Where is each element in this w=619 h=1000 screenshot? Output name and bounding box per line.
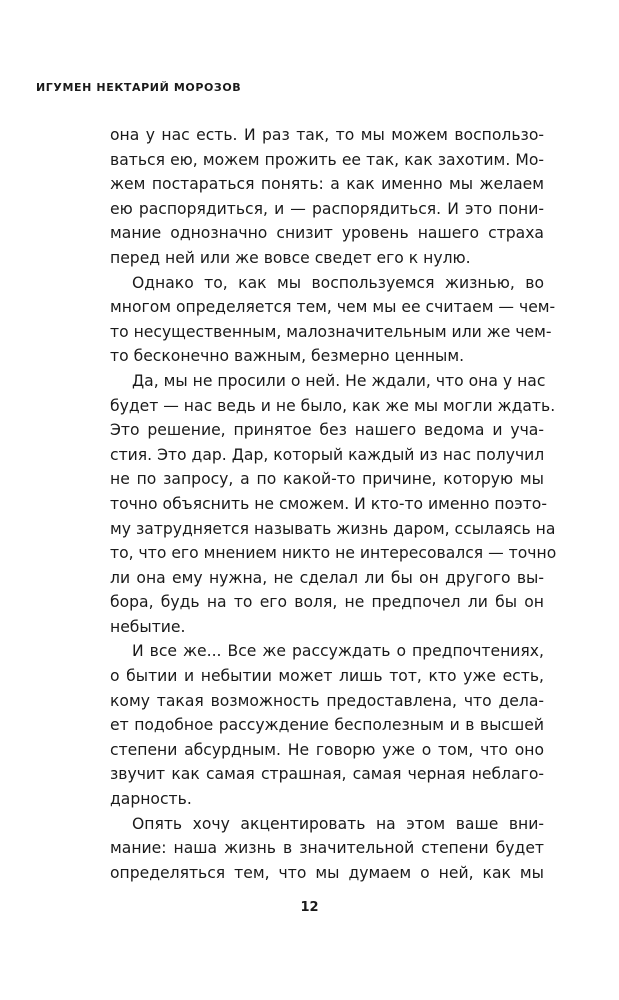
text-line: дарность. <box>110 790 192 809</box>
paragraph <box>110 369 557 640</box>
text-line: кому такая возможность предоставлена, что дела- <box>110 691 544 710</box>
paragraph <box>110 639 544 811</box>
page-number: 12 <box>300 900 319 915</box>
text-line: небытие. <box>110 617 186 636</box>
text-line: И все же... Все же рассуждать о предпочтениях, <box>132 642 544 661</box>
text-line: стия. Это дар. Дар, который каждый из нас получил <box>110 445 545 464</box>
text-line: то, что его мнением никто не интересовался — точно <box>110 544 557 563</box>
paragraph <box>110 123 544 271</box>
text-line: жем постараться понять: а как именно мы желаем <box>110 175 544 194</box>
text-line: Это решение, принятое без нашего ведома и уча- <box>110 421 544 440</box>
paragraph <box>110 812 544 886</box>
text-line: то бесконечно важным, безмерно ценным. <box>110 347 465 366</box>
text-line: Однако то, как мы воспользуемся жизнью, во <box>132 273 544 292</box>
text-line: то несущественным, малозначительным или же чем- <box>110 322 552 341</box>
text-line: ли она ему нужна, не сделал ли бы он другого вы- <box>110 568 544 587</box>
text-line: точно объяснить не сможем. И кто-то именно поэто- <box>110 494 547 513</box>
text-line: Да, мы не просили о ней. Не ждали, что она у нас <box>132 371 546 390</box>
text-line: мание однозначно снизит уровень нашего страха <box>110 224 544 243</box>
text-line: она у нас есть. И раз так, то мы можем воспользо- <box>110 126 544 144</box>
paragraph <box>110 271 556 369</box>
text-line: ею распорядиться, и — распорядиться. И это пони- <box>110 199 544 218</box>
running-header: ИГУМЕН НЕКТАРИЙ МОРОЗОВ <box>36 81 242 94</box>
text-line: му затрудняется называть жизнь даром, ссылаясь на <box>110 519 556 538</box>
text-line: бора, будь на то его воля, не предпочел ли бы он <box>110 593 544 612</box>
text-line: будет — нас ведь и не было, как же мы могли ждать. <box>110 396 556 415</box>
text-line: звучит как самая страшная, самая черная неблаго- <box>110 765 544 784</box>
text-line: перед ней или же вовсе сведет его к нулю. <box>110 248 471 267</box>
body-text <box>110 123 557 885</box>
text-line: определяться тем, что мы думаем о ней, как мы <box>110 863 544 882</box>
text-line: ваться ею, можем прожить ее так, как захотим. Мо- <box>110 150 544 169</box>
text-line: не по запросу, а по какой-то причине, которую мы <box>110 470 544 489</box>
text-line: мание: наша жизнь в значительной степени будет <box>110 839 544 858</box>
text-line: ет подобное рассуждение бесполезным и в высшей <box>110 716 544 735</box>
text-line: степени абсурдным. Не говорю уже о том, что оно <box>110 740 544 759</box>
text-line: многом определяется тем, чем мы ее считаем — чем- <box>110 298 556 317</box>
text-line: Опять хочу акцентировать на этом ваше вни- <box>132 814 544 833</box>
text-line: о бытии и небытии может лишь тот, кто уже есть, <box>110 667 544 686</box>
